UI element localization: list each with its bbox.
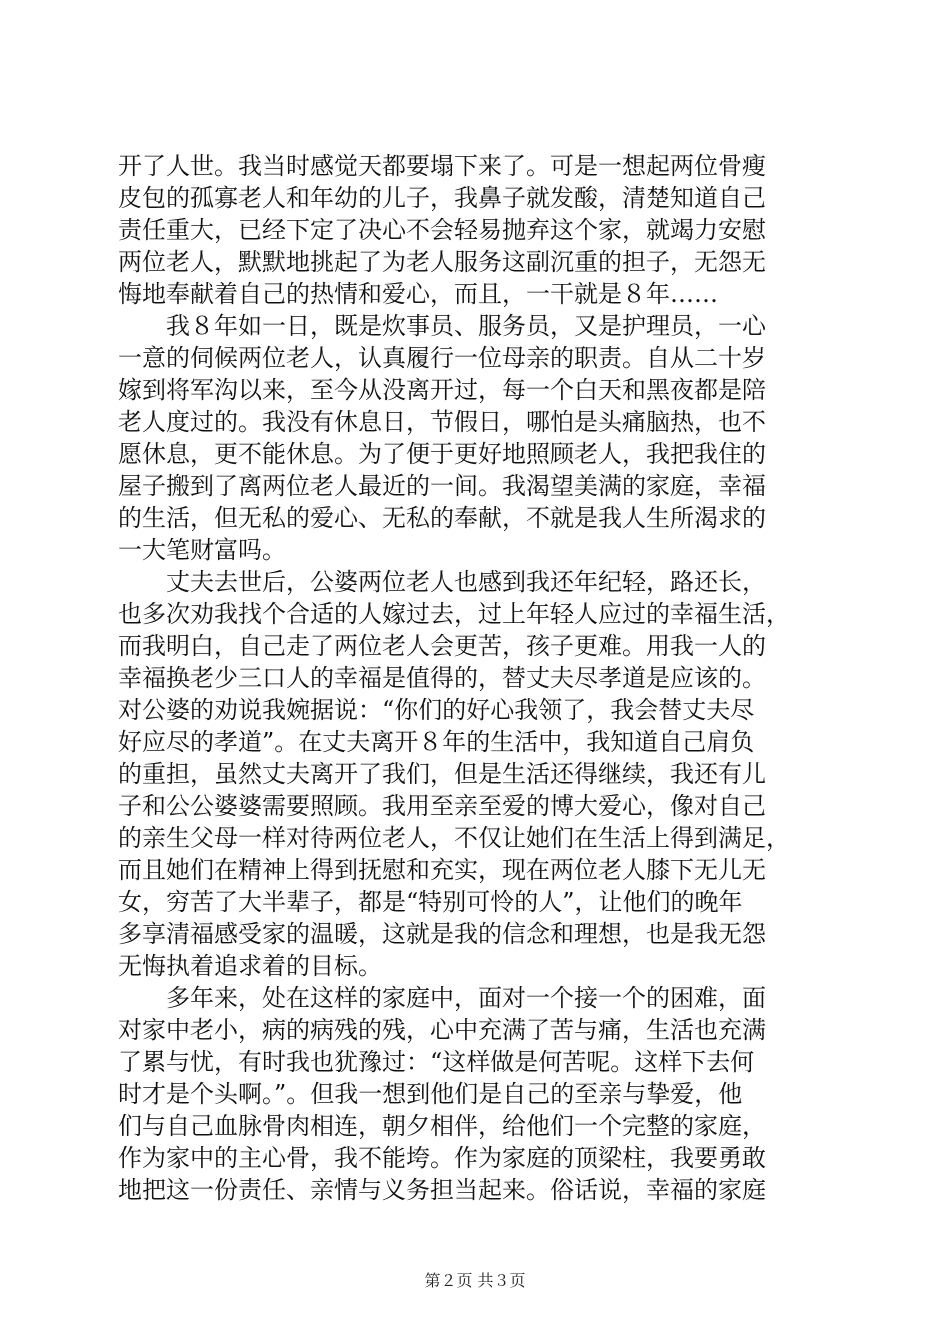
text-line: 无悔执着追求着的目标。	[118, 952, 382, 980]
text-line: 地把这一份责任、亲情与义务担当起来。俗话说，幸福的家庭	[118, 1176, 766, 1204]
text-line: 多享清福感受家的温暖，这就是我的信念和理想，也是我无怨	[118, 920, 766, 948]
text-line: 嫁到将军沟以来，至今从没离开过，每一个白天和黑夜都是陪	[118, 376, 766, 404]
text-line: 的重担，虽然丈夫离开了我们，但是生活还得继续，我还有儿	[118, 760, 766, 788]
text-line: 对家中老小，病的病残的残，心中充满了苦与痛，生活也充满	[118, 1016, 766, 1044]
text-line: 也多次劝我找个合适的人嫁过去，过上年轻人应过的幸福生活，	[118, 600, 790, 628]
text-line: 丈夫去世后，公婆两位老人也感到我还年纪轻，路还长，	[118, 568, 766, 596]
text-line: 女，穷苦了大半辈子，都是“特别可怜的人”，让他们的晚年	[118, 888, 743, 916]
text-line: 皮包的孤寡老人和年幼的儿子，我鼻子就发酸，清楚知道自己	[118, 184, 766, 212]
text-line: 两位老人，默默地挑起了为老人服务这副沉重的担子，无怨无	[118, 248, 766, 276]
text-line: 一大笔财富吗。	[118, 536, 286, 564]
text-line: 悔地奉献着自己的热情和爱心，而且，一干就是８年……	[118, 280, 718, 308]
text-line: 时才是个头啊。”。但我一想到他们是自己的至亲与挚爱，他	[118, 1080, 743, 1108]
text-line: 了累与忧，有时我也犹豫过：“这样做是何苦呢。这样下去何	[118, 1048, 755, 1076]
page-footer: 第２页 共３页	[424, 1271, 526, 1290]
text-line: 屋子搬到了离两位老人最近的一间。我渴望美满的家庭，幸福	[118, 472, 766, 500]
text-line: 们与自己血脉骨肉相连，朝夕相伴，给他们一个完整的家庭，	[118, 1112, 766, 1140]
text-line: 幸福换老少三口人的幸福是值得的，替丈夫尽孝道是应该的。	[118, 664, 766, 692]
text-line: 我８年如一日，既是炊事员、服务员，又是护理员，一心	[118, 312, 766, 340]
text-line: 一意的伺候两位老人，认真履行一位母亲的职责。自从二十岁	[118, 344, 766, 372]
text-line: 子和公公婆婆需要照顾。我用至亲至爱的博大爱心，像对自己	[118, 792, 766, 820]
text-line: 愿休息，更不能休息。为了便于更好地照顾老人，我把我住的	[118, 440, 766, 468]
text-line: 的亲生父母一样对待两位老人，不仅让她们在生活上得到满足，	[118, 824, 790, 852]
text-line: 而且她们在精神上得到抚慰和充实，现在两位老人膝下无儿无	[118, 856, 766, 884]
text-line: 多年来，处在这样的家庭中，面对一个接一个的困难，面	[118, 984, 766, 1012]
text-line: 责任重大，已经下定了决心不会轻易抛弃这个家，就竭力安慰	[118, 216, 766, 244]
text-line: 开了人世。我当时感觉天都要塌下来了。可是一想起两位骨瘦	[118, 152, 766, 180]
text-line: 的生活，但无私的爱心、无私的奉献，不就是我人生所渴求的	[118, 504, 766, 532]
text-line: 而我明白，自己走了两位老人会更苦，孩子更难。用我一人的	[118, 632, 766, 660]
text-line: 对公婆的劝说我婉据说：“你们的好心我领了，我会替丈夫尽	[118, 696, 755, 724]
text-line: 老人度过的。我没有休息日，节假日，哪怕是头痛脑热，也不	[118, 408, 766, 436]
text-line: 作为家中的主心骨，我不能垮。作为家庭的顶梁柱，我要勇敢	[118, 1144, 766, 1172]
body-text	[118, 150, 838, 1206]
text-line: 好应尽的孝道”。在丈夫离开８年的生活中，我知道自己肩负	[118, 728, 755, 756]
